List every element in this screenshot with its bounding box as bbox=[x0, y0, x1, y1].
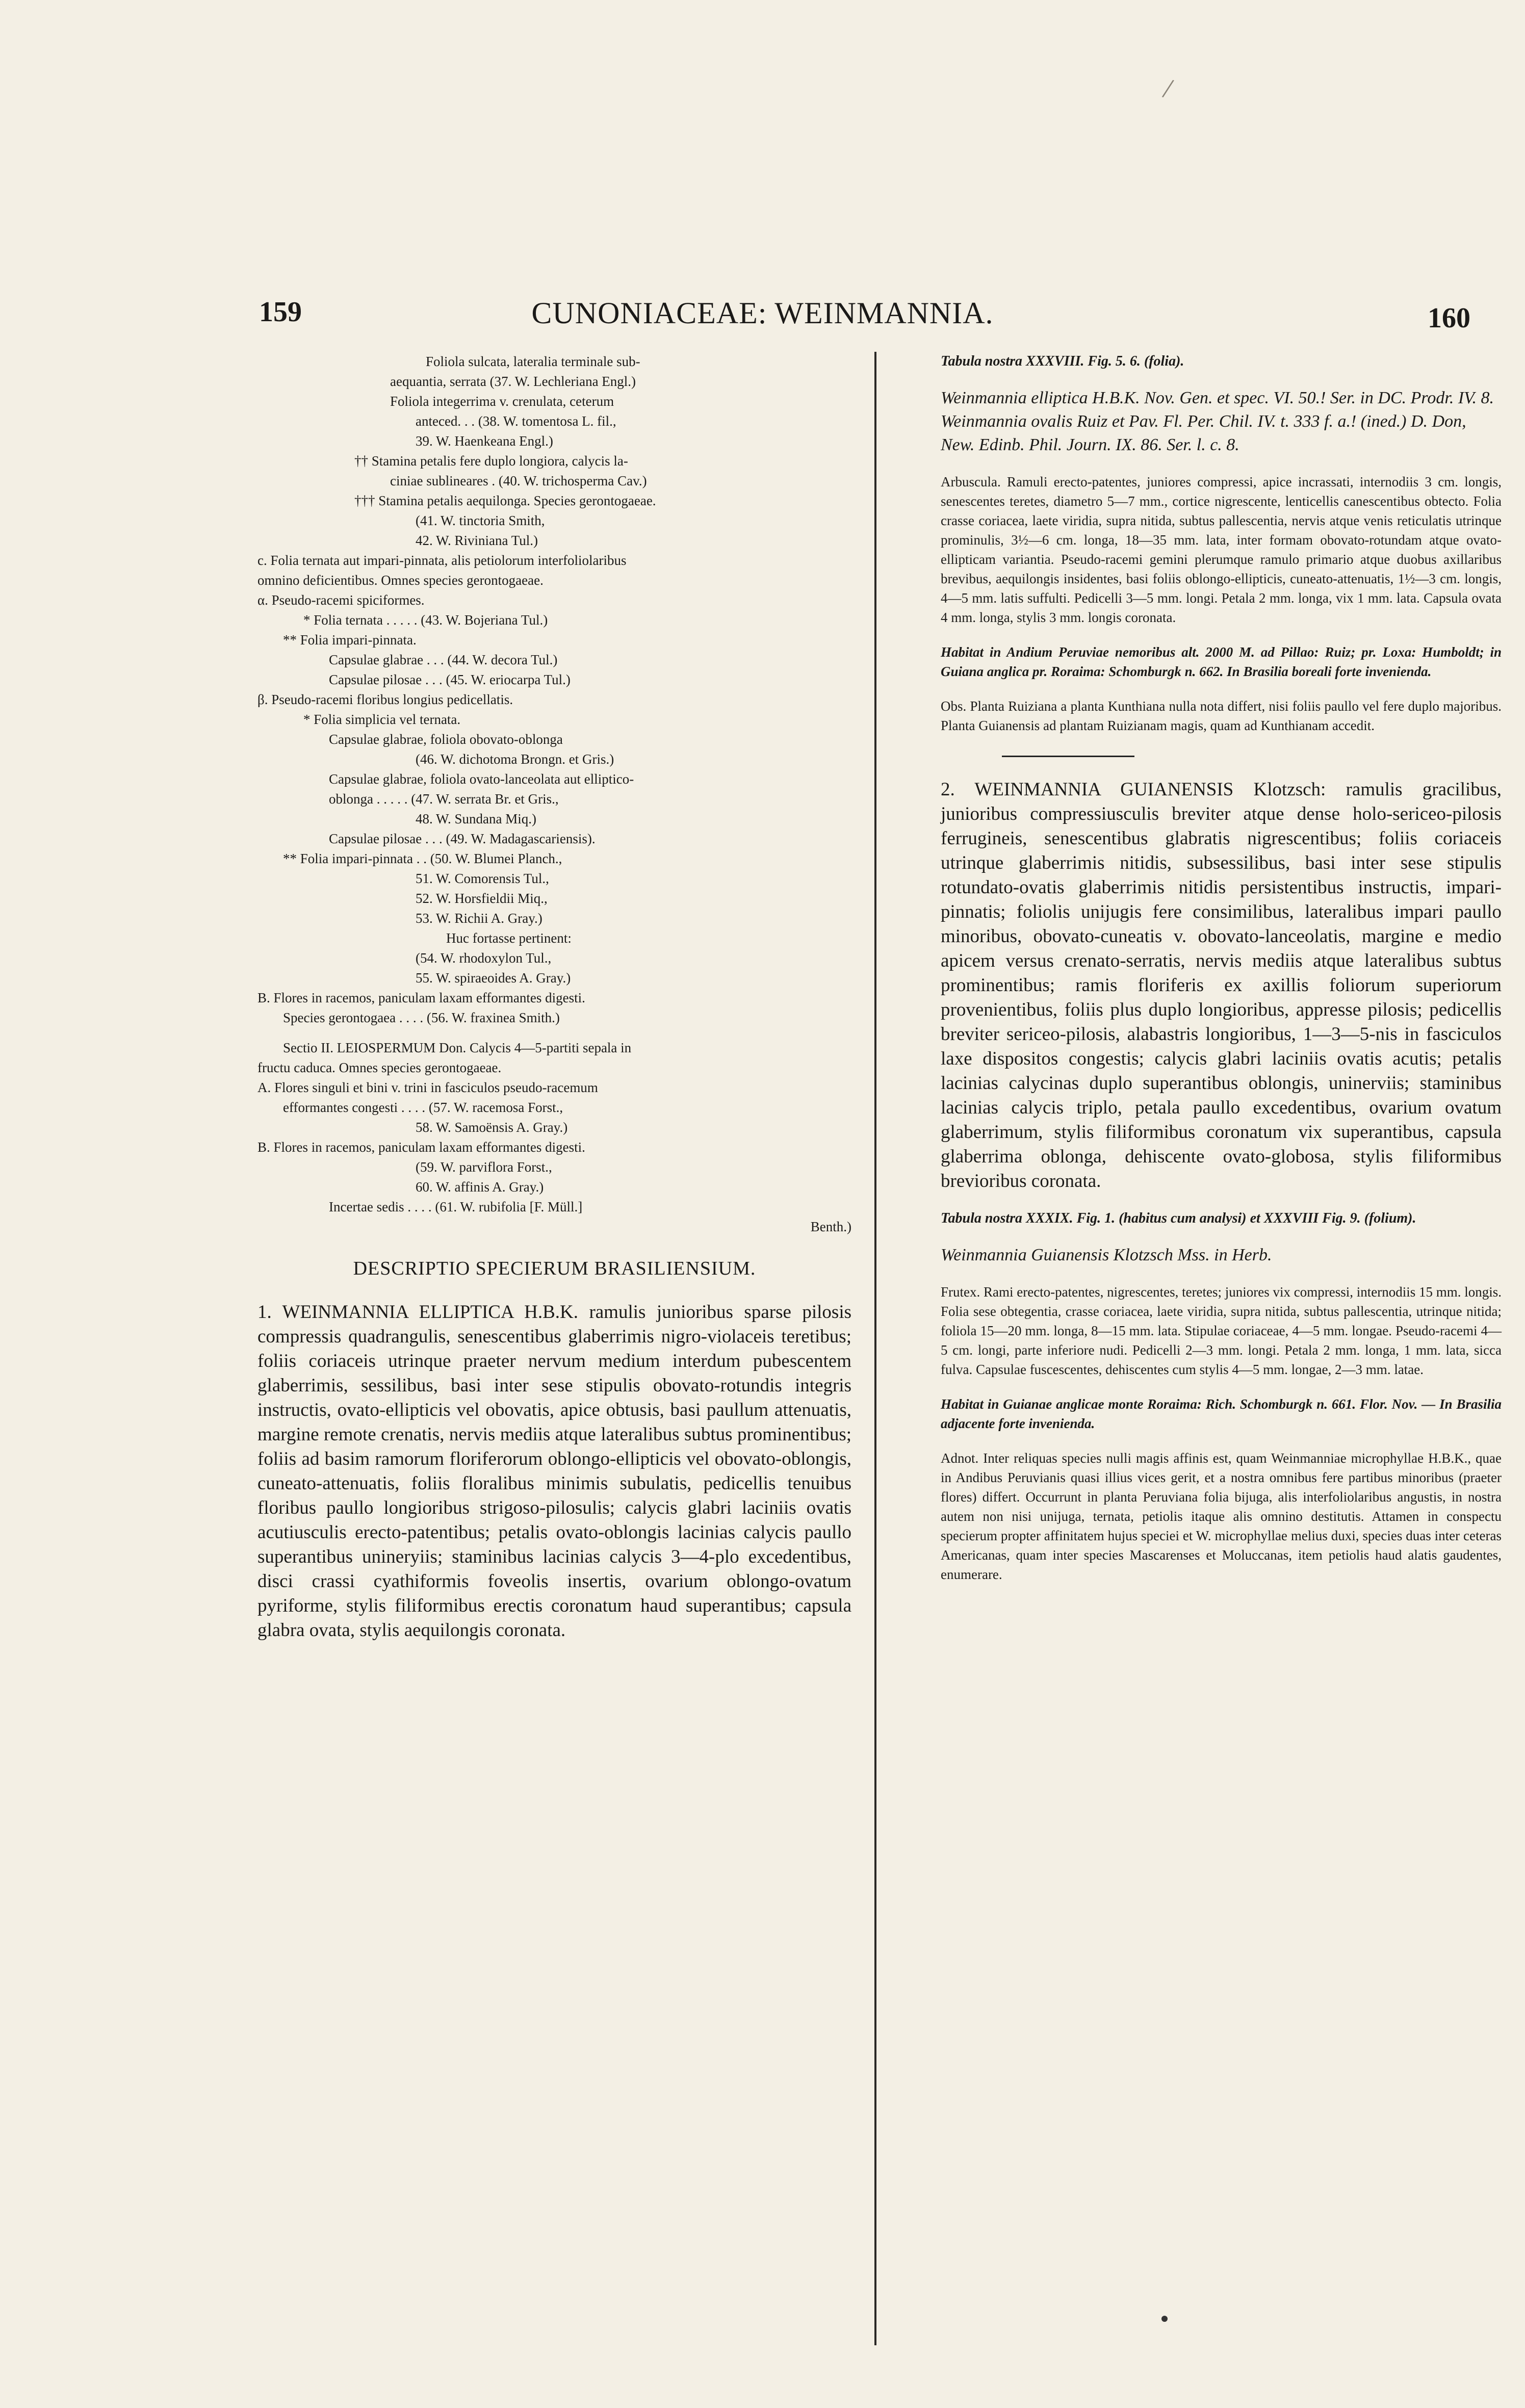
key-line: oblonga . . . . . (47. W. serrata Br. et Gris., bbox=[329, 791, 559, 807]
key-line: 51. W. Comorensis Tul., bbox=[416, 871, 549, 886]
column-divider bbox=[874, 352, 876, 2345]
key-line: Sectio II. LEIOSPERMUM Don. Calycis 4—5-partiti sepala in bbox=[283, 1040, 632, 1055]
running-title: CUNONIACEAE: WEINMANNIA. bbox=[531, 296, 994, 330]
species-1-description: 1. WEINMANNIA ELLIPTICA H.B.K. ramulis junioribus sparse pilosis compressis quadrangulis, senescentibus glaberrimis nigro-violaceis teretibus; foliis coriaceis utrinque praeter nervum medium interdum pubescentem glaberrimis, sessilibus, basi inter sese stipulis obovato-rotundis integris instructis, ovato-ellipticis vel obovatis, apice obtusis, basi paullum attenuatis, margine remote crenatis, nervis mediis atque lateralibus subtus prominentibus; foliis ad basim ramorum floriferorum oblongo-ellipticis vel obovato-oblongis, cuneato-attenuatis, foliis floralibus minimis subulatis, pedicellis tenuibus floribus paullo longioribus strigoso-pilosulis; calycis glabri laciniis ovatis acutiusculis erecto-patentibus; petalis ovato-oblongis lacinias calycis paullo superantibus unineryiis; staminibus lacinias calycis 3—4-plo excedentibus, disci crassi cyathiformis foveolis insertis, ovarium oblongo-ovatum pyriforme, stylis filiformibus erectis coronatum haud superantibus; capsula glabra ovata, stylis aequilongis coronata. bbox=[257, 1302, 851, 1641]
species-key bbox=[257, 352, 851, 1237]
species-2-description: 2. WEINMANNIA GUIANENSIS Klotzsch: ramulis gracilibus, junioribus compressiusculis breviter atque dense holo-sericeo-pilosis ferrugineis, senescentibus glabratis nigrescentibus; foliis coriaceis utrinque glaberrimis nitidis, subsessilibus, basi inter sese stipulis rotundato-ovatis glaberrimis nitidis persistentibus instructis, impari-pinnatis; foliolis unijugis fere consimilibus, lateralibus impari paullo minoribus, obovato-cuneatis v. obovato-lanceolatis, margine e medio apicem versus crenato-serratis, nervis mediis atque lateralibus subtus prominentibus; ramis floriferis ex axillis foliorum superiorum provenientibus, foliis plus duplo longioribus, appresse pilosis; pedicellis breviter sericeo-pilosis, alabastris longioribus, 1—3—5-nis in fasciculos laxe dispositos congestis; calycis glabri laciniis ovatis acutis; petalis lacinias calycinas duplo superantibus oblongis, uninerviis; staminibus lacinias calycis triplo, petala paullo excedentibus, ovarium ovatum glaberrimum, stylis filiformibus coronatum vix superantibus, capsula glaberrima oblonga, dehiscente ovato-globosa, stylis filiformibus brevioribus coronata. bbox=[941, 779, 1502, 1192]
key-line: ** Folia impari-pinnata. bbox=[283, 632, 417, 648]
key-line: 52. W. Horsfieldii Miq., bbox=[416, 891, 548, 906]
key-line: omnino deficientibus. Omnes species gerontogaeae. bbox=[257, 573, 544, 588]
key-line: Capsulae glabrae . . . (44. W. decora Tul.) bbox=[329, 652, 558, 667]
separator-rule bbox=[1002, 756, 1134, 757]
key-line: B. Flores in racemos, paniculam laxam efformantes digesti. bbox=[257, 990, 585, 1005]
key-line: (46. W. dichotoma Brongn. et Gris.) bbox=[416, 752, 614, 767]
species-1-details: Arbuscula. Ramuli erecto-patentes, juniores compressi, apice incrassati, internodiis 3 cm. longis, senescentes teretes, diametro 5—7 mm., cortice nigrescente, lenticellis canescentibus obtecto. Folia crasse coriacea, laete viridia, supra nitida, subtus pallescentia, nervis atque venis reticulatis utrinque prominulis, 3½—6 cm. longa, 18—35 mm. lata, inter formam obovato-rotundam atque ovato-ellipticam variantia. Pseudo-racemi gemini plerumque ramulo primario atque duobus axillaribus brevibus, aequilongis insidentes, basi foliis oblongo-ellipticis, cuneato-attenuatis, 1½—3 cm. longis, 4—5 mm. latis suffulti. Pedicelli 3—5 mm. longi. Petala 2 mm. longa, vix 1 mm. lata. Capsula ovata 4 mm. longa, stylis 3 mm. longis coronata. bbox=[941, 474, 1502, 625]
ink-dot bbox=[1161, 2316, 1168, 2322]
key-line: Huc fortasse pertinent: bbox=[446, 930, 572, 946]
key-line: †† Stamina petalis fere duplo longiora, calycis la- bbox=[354, 453, 628, 469]
key-line: ciniae sublineares . (40. W. trichosperma Cav.) bbox=[390, 473, 647, 488]
key-line: 58. W. Samoënsis A. Gray.) bbox=[416, 1120, 568, 1135]
page-number-left: 159 bbox=[259, 296, 302, 328]
key-line: * Folia ternata . . . . . (43. W. Bojeriana Tul.) bbox=[303, 612, 548, 628]
key-line: 39. W. Haenkeana Engl.) bbox=[416, 433, 553, 449]
section-heading: DESCRIPTIO SPECIERUM BRASILIENSIUM. bbox=[353, 1258, 756, 1279]
pencil-mark: / bbox=[1160, 72, 1176, 105]
key-line bbox=[257, 1028, 851, 1038]
key-line: A. Flores singuli et bini v. trini in fasciculos pseudo-racemum bbox=[257, 1080, 598, 1095]
key-line: B. Flores in racemos, paniculam laxam efformantes digesti. bbox=[257, 1140, 585, 1155]
key-line: c. Folia ternata aut impari-pinnata, alis petiolorum interfoliolaribus bbox=[257, 553, 627, 568]
key-line: * Folia simplicia vel ternata. bbox=[303, 712, 461, 727]
right-column bbox=[941, 352, 1502, 1584]
key-line: 55. W. spiraeoides A. Gray.) bbox=[416, 970, 571, 986]
key-line: ** Folia impari-pinnata . . (50. W. Blumei Planch., bbox=[283, 851, 562, 866]
key-line: aequantia, serrata (37. W. Lechleriana Engl.) bbox=[390, 374, 636, 389]
habitat-2: Habitat in Guianae anglicae monte Roraima: Rich. Schomburgk n. 661. Flor. Nov. — In Brasilia adjacente forte invenienda. bbox=[941, 1396, 1502, 1431]
key-line: ††† Stamina petalis aequilonga. Species gerontogaeae. bbox=[354, 493, 656, 508]
key-line: Capsulae glabrae, foliola obovato-oblonga bbox=[329, 732, 563, 747]
page-number-right: 160 bbox=[1428, 302, 1470, 334]
key-line: β. Pseudo-racemi floribus longius pedicellatis. bbox=[257, 692, 513, 707]
key-line: 48. W. Sundana Miq.) bbox=[416, 811, 537, 826]
synonym-1: Weinmannia elliptica H.B.K. Nov. Gen. et spec. VI. 50.! Ser. in DC. Prodr. IV. 8. bbox=[941, 389, 1494, 407]
observation-1: Obs. Planta Ruiziana a planta Kunthiana nulla nota differt, nisi foliis paullo vel fere duplo majoribus. Planta Guianensis ad plantam Ruizianam magis, quam ad Kunthianam accedit. bbox=[941, 698, 1502, 733]
key-line: 42. W. Riviniana Tul.) bbox=[416, 533, 538, 548]
key-line: Benth.) bbox=[810, 1219, 851, 1234]
key-line: Foliola integerrima v. crenulata, ceterum bbox=[390, 394, 614, 409]
key-line: Foliola sulcata, lateralia terminale sub- bbox=[426, 354, 640, 369]
synonym-2: Weinmannia ovalis Ruiz et Pav. Fl. Per. Chil. IV. t. 333 f. a.! (ined.) D. Don, New. Edinb. Phil. Journ. IX. 86. Ser. l. c. 8. bbox=[941, 412, 1466, 454]
plate-reference-2: Tabula nostra XXXIX. Fig. 1. (habitus cum analysi) et XXXVIII Fig. 9. (folium). bbox=[941, 1210, 1416, 1226]
species-2-details: Frutex. Rami erecto-patentes, nigrescentes, teretes; juniores vix compressi, internodiis 15 mm. longis. Folia sese obtegentia, crasse coriacea, laete viridia, supra nitida, subtus pallescentia, utrinque nitida; foliola 15—20 mm. longa, 8—15 mm. lata. Stipulae coriaceae, 4—5 mm. longae. Pseudo-racemi 4—5 cm. longi, parte inferiore nudi. Pedicelli 2—3 mm. longi. Petala 2 mm. longa, 1 mm. lata, sicca fulva. Capsulae fuscescentes, dehiscentes cum stylis 4—5 mm. longae, 2—3 mm. latae. bbox=[941, 1284, 1502, 1377]
annotation: Adnot. Inter reliquas species nulli magis affinis est, quam Weinmanniae microphyllae H.B.K., quae in Andibus Peruvianis quasi illius vices gerit, et a nostra omnibus fere partibus minoribus (praeter flores) differt. Occurrunt in planta Peruviana folia bijuga, alis interfoliolaribus angustis, in nostra autem non nisi unijuga, ternata, petiolis itaque alis omnino destitutis. Attamen in conspectu specierum propter affinitatem hujus speciei et W. microphyllae melius duxi, species duas inter ceteras Americanas, quam inter species Mascarenses et Moluccanas, item petiolis haud alatis gaudentes, enumerare. bbox=[941, 1451, 1502, 1582]
key-line: (59. W. parviflora Forst., bbox=[416, 1159, 552, 1175]
key-line: Capsulae pilosae . . . (45. W. eriocarpa Tul.) bbox=[329, 672, 571, 687]
plate-reference-1: Tabula nostra XXXVIII. Fig. 5. 6. (folia). bbox=[941, 353, 1184, 369]
key-line: (54. W. rhodoxylon Tul., bbox=[416, 950, 552, 966]
habitat-1: Habitat in Andium Peruviae nemoribus alt. 2000 M. ad Pillao: Ruiz; pr. Loxa: Humboldt; in Guiana anglica pr. Roraima: Schomburgk n. 662. In Brasilia boreali forte invenienda. bbox=[941, 644, 1502, 679]
key-line: 60. W. affinis A. Gray.) bbox=[416, 1179, 544, 1195]
key-line: (41. W. tinctoria Smith, bbox=[416, 513, 545, 528]
key-line: fructu caduca. Omnes species gerontogaeae. bbox=[257, 1060, 502, 1075]
key-line: Capsulae pilosae . . . (49. W. Madagascariensis). bbox=[329, 831, 596, 846]
key-line: α. Pseudo-racemi spiciformes. bbox=[257, 592, 425, 608]
key-line: anteced. . . (38. W. tomentosa L. fil., bbox=[416, 413, 616, 429]
key-line: 53. W. Richii A. Gray.) bbox=[416, 911, 542, 926]
left-column bbox=[257, 352, 851, 1643]
key-line: efformantes congesti . . . . (57. W. racemosa Forst., bbox=[283, 1100, 563, 1115]
key-line: Species gerontogaea . . . . (56. W. fraxinea Smith.) bbox=[283, 1010, 560, 1025]
running-header bbox=[0, 296, 1525, 336]
key-line: Incertae sedis . . . . (61. W. rubifolia [F. Müll.] bbox=[329, 1199, 583, 1214]
synonym-3: Weinmannia Guianensis Klotzsch Mss. in Herb. bbox=[941, 1246, 1272, 1264]
key-line: Capsulae glabrae, foliola ovato-lanceolata aut elliptico- bbox=[329, 771, 634, 787]
